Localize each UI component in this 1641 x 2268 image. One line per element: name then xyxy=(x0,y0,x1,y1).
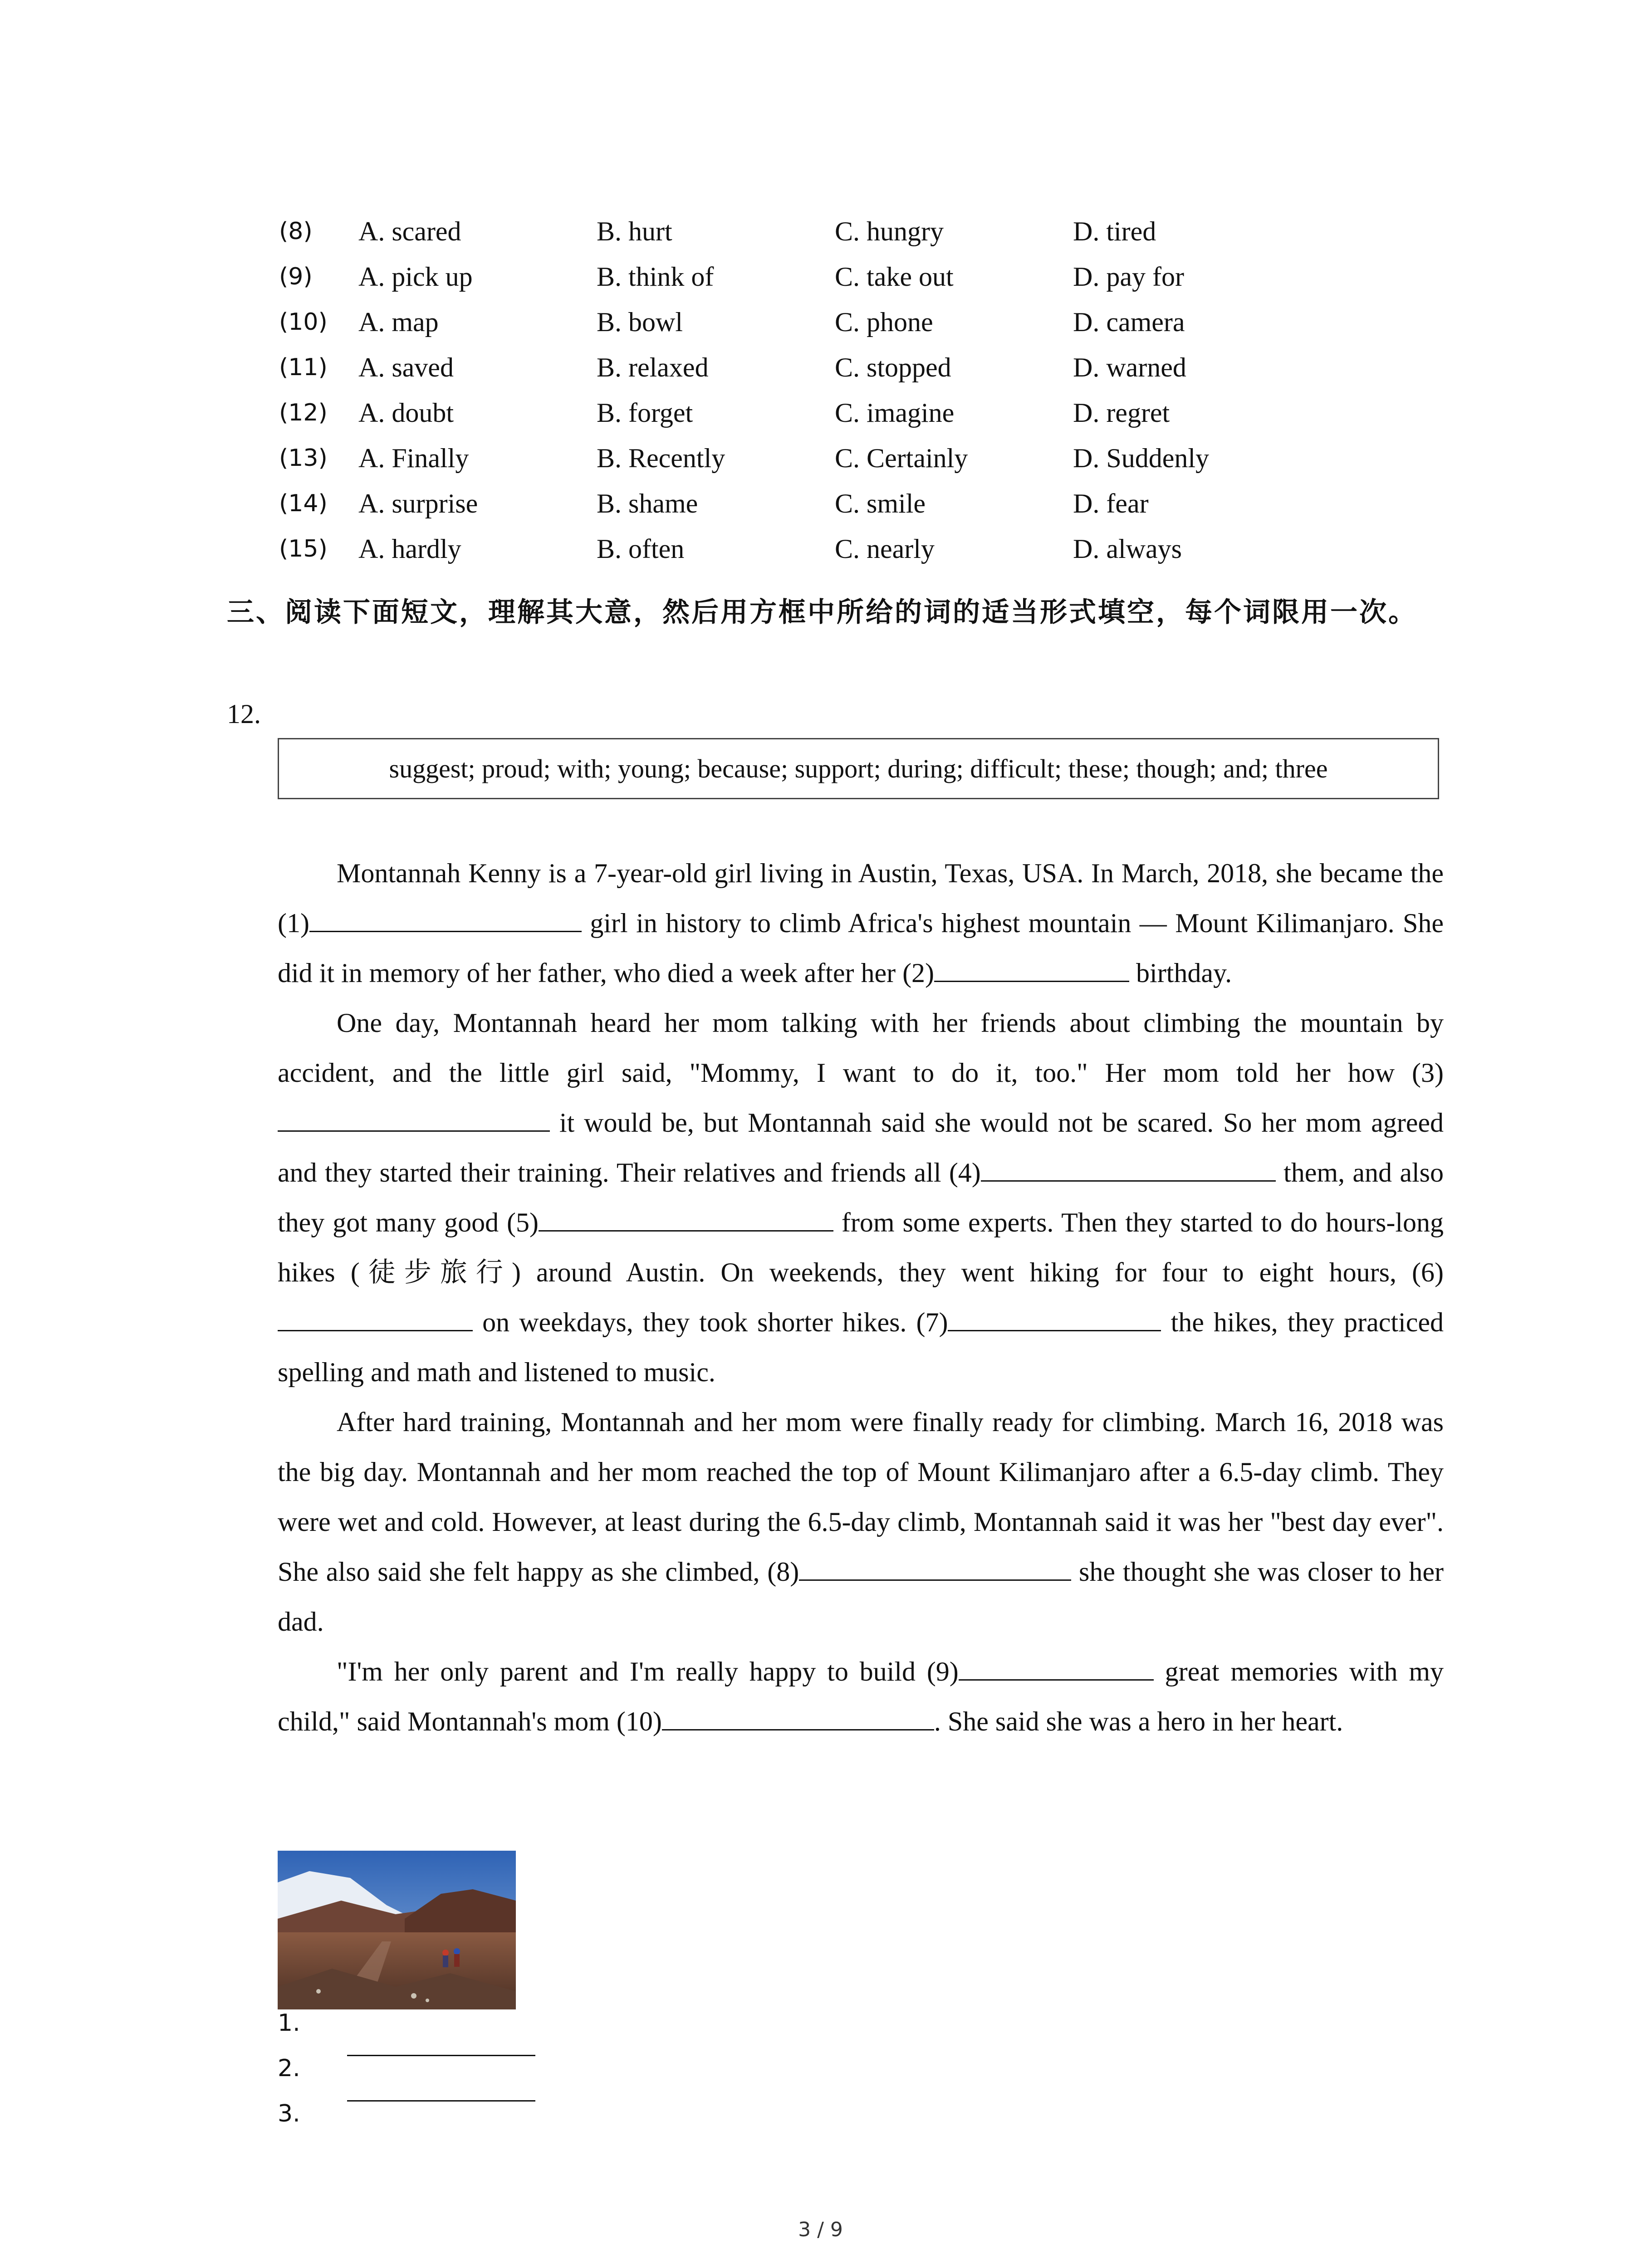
option-number: (11) xyxy=(279,354,328,381)
option-c: C. take out xyxy=(835,262,954,292)
option-row xyxy=(279,209,1504,254)
option-c: C. hungry xyxy=(835,216,944,246)
paragraph-1 xyxy=(278,848,1444,998)
passage-text: girl in history to climb Africa's highest mountain — Mount Kilimanjaro. She did it in memory of her father, who died a week after her (2) xyxy=(278,908,1444,988)
blank-5[interactable] xyxy=(539,1200,833,1232)
option-number: (10) xyxy=(279,308,328,336)
blank-7[interactable] xyxy=(948,1300,1161,1331)
option-b: B. hurt xyxy=(597,216,672,246)
option-number: (15) xyxy=(279,535,328,562)
blank-3[interactable] xyxy=(278,1100,550,1132)
answer-line-2[interactable] xyxy=(347,2100,535,2102)
passage-text: it would be, but Montannah said she would not be scared. So her mom agreed and they started their training. Their relatives and friends all (4) xyxy=(278,1108,1444,1188)
option-row xyxy=(279,254,1504,299)
answer-label: 3. xyxy=(278,2100,300,2127)
option-c: C. phone xyxy=(835,307,933,337)
option-d: D. warned xyxy=(1073,352,1186,382)
answer-label: 1. xyxy=(278,2009,300,2037)
option-number: (12) xyxy=(279,399,328,426)
blank-8[interactable] xyxy=(799,1549,1071,1581)
passage-text: on weekdays, they took shorter hikes. (7) xyxy=(473,1307,948,1337)
answer-line-1[interactable] xyxy=(347,2055,535,2056)
option-number: (13) xyxy=(279,445,328,472)
passage-text: she thought she was closer to her dad. xyxy=(278,1557,1444,1637)
passage-text: . She said she was a hero in her heart. xyxy=(934,1706,1343,1736)
passage-text: birthday. xyxy=(1129,958,1232,988)
passage-text: "I'm her only parent and I'm really happy to build (9) xyxy=(337,1657,959,1686)
option-row xyxy=(279,390,1504,435)
option-c: C. stopped xyxy=(835,352,951,382)
option-b: B. bowl xyxy=(597,307,683,337)
option-b: B. shame xyxy=(597,489,698,518)
option-b: B. relaxed xyxy=(597,352,709,382)
option-d: D. fear xyxy=(1073,489,1149,518)
option-row xyxy=(279,435,1504,481)
blank-4[interactable] xyxy=(981,1150,1276,1182)
option-d: D. regret xyxy=(1073,398,1170,428)
option-b: B. often xyxy=(597,534,685,564)
option-c: C. nearly xyxy=(835,534,935,564)
option-a: A. hardly xyxy=(358,534,461,564)
paragraph-3 xyxy=(278,1397,1444,1647)
option-row xyxy=(279,299,1504,345)
word-bank-box: suggest; proud; with; young; because; support; during; difficult; these; though; and; three xyxy=(278,738,1439,799)
option-number: (9) xyxy=(279,263,313,290)
answer-label: 2. xyxy=(278,2055,300,2082)
option-row xyxy=(279,526,1504,572)
paragraph-4 xyxy=(278,1647,1444,1746)
option-b: B. forget xyxy=(597,398,693,428)
passage-text: the hikes, they practiced spelling and math and listened to music. xyxy=(278,1307,1444,1387)
page-number: 3 / 9 xyxy=(798,2218,843,2241)
option-c: C. imagine xyxy=(835,398,955,428)
option-a: A. doubt xyxy=(358,398,454,428)
blank-9[interactable] xyxy=(959,1649,1154,1681)
option-a: A. pick up xyxy=(358,262,473,292)
option-d: D. pay for xyxy=(1073,262,1184,292)
blank-2[interactable] xyxy=(934,951,1129,982)
option-c: C. smile xyxy=(835,489,926,518)
option-number: (8) xyxy=(279,218,313,245)
passage-text: from some experts. Then they started to do hours-long hikes (徒步旅行) around Austin. On weekends, they went hiking for four to eight hours, (6) xyxy=(278,1207,1444,1287)
option-c: C. Certainly xyxy=(835,443,968,473)
reading-passage xyxy=(278,848,1444,1746)
section-title: 三、阅读下面短文，理解其大意，然后用方框中所给的词的适当形式填空，每个词限用一次。 xyxy=(227,596,1417,628)
option-d: D. Suddenly xyxy=(1073,443,1209,473)
passage-text: One day, Montannah heard her mom talking with her friends about climbing the mountain by accident, and the little girl said, "Mommy, I want to do it, too." Her mom told her how (3) xyxy=(278,1008,1444,1088)
option-row xyxy=(279,481,1504,526)
option-d: D. camera xyxy=(1073,307,1185,337)
option-row xyxy=(279,345,1504,390)
option-a: A. Finally xyxy=(358,443,469,473)
option-a: A. saved xyxy=(358,352,454,382)
passage-text: Montannah Kenny is a 7-year-old girl living in Austin, Texas, USA. In March, 2018, she became the (1) xyxy=(278,858,1444,938)
option-a: A. surprise xyxy=(358,489,478,518)
blank-6[interactable] xyxy=(278,1300,473,1331)
option-b: B. think of xyxy=(597,262,714,292)
option-a: A. scared xyxy=(358,216,461,246)
passage-text: great memories with my child," said Montannah's mom (10) xyxy=(278,1657,1444,1736)
mountain-photo xyxy=(278,1851,516,2009)
option-d: D. always xyxy=(1073,534,1182,564)
option-b: B. Recently xyxy=(597,443,725,473)
option-a: A. map xyxy=(358,307,439,337)
passage-text: them, and also they got many good (5) xyxy=(278,1158,1444,1237)
question-number: 12. xyxy=(227,699,261,729)
paragraph-2 xyxy=(278,998,1444,1397)
passage-text: After hard training, Montannah and her mom were finally ready for climbing. March 16, 2018 was the big day. Montannah and her mom reached the top of Mount Kilimanjaro after a 6.5-day climb. They were wet and cold. However, at least during the 6.5-day climb, Montannah said it was her "best day ever". She also said she felt happy as she climbed, (8) xyxy=(278,1407,1444,1587)
blank-1[interactable] xyxy=(309,901,582,932)
option-d: D. tired xyxy=(1073,216,1156,246)
blank-10[interactable] xyxy=(662,1699,934,1730)
option-number: (14) xyxy=(279,490,328,517)
